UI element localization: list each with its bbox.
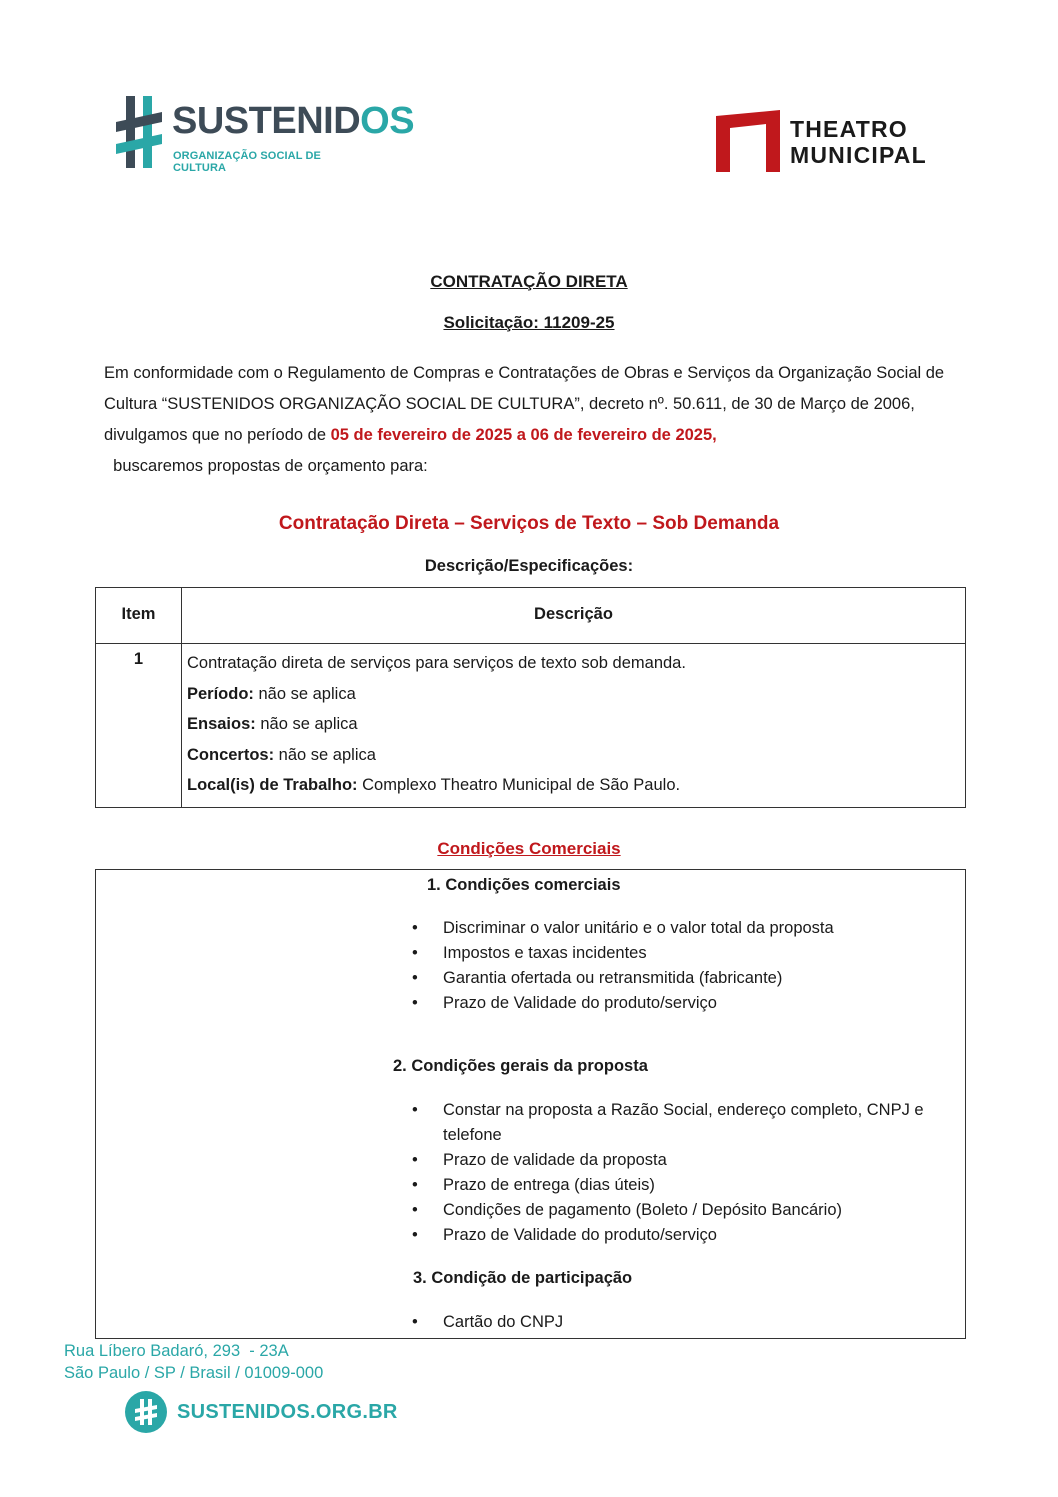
item-summary: Contratação direta de serviços para serviços de texto sob demanda.: [187, 654, 686, 672]
conditions-heading: Condições Comerciais: [437, 839, 621, 858]
field-local-trabalho: Local(is) de Trabalho: Complexo Theatro Municipal de São Paulo.: [187, 776, 681, 794]
list-item: • Garantia ofertada ou retransmitida (fabricante): [412, 969, 783, 987]
description-heading: Descrição/Especificações:: [424, 557, 634, 575]
hashtag-logo-icon: [116, 94, 164, 170]
address-line-2: São Paulo / SP / Brasil / 01009-000: [64, 1364, 324, 1382]
column-header-description: Descrição: [534, 605, 613, 623]
list-item: • Prazo de Validade do produto/serviço: [412, 1226, 717, 1244]
item-number: 1: [133, 650, 144, 668]
list-item: • Prazo de Validade do produto/serviço: [412, 994, 717, 1012]
section-title-commercial: 1. Condições comerciais: [427, 876, 621, 894]
item-description: [187, 648, 957, 801]
field-ensaios: Ensaios: não se aplica: [187, 715, 358, 733]
service-title: Contratação Direta – Serviços de Texto – Sob Demanda: [278, 513, 780, 534]
footer-address: [64, 1340, 323, 1384]
theatro-municipal-logo: [716, 108, 956, 174]
field-periodo: Período: não se aplica: [187, 684, 356, 703]
list-item: • Condições de pagamento (Boleto / Depósito Bancário): [412, 1201, 842, 1219]
participation-list: [412, 1310, 962, 1335]
theatro-municipal-wordmark: THEATRO MUNICIPAL: [790, 116, 927, 168]
address-line-1: Rua Líbero Badaró, 293 - 23A: [64, 1342, 289, 1360]
sustenidos-logo: [116, 94, 415, 174]
intro-paragraph: Em conformidade com o Regulamento de Compras e Contratações de Obras e Serviços da Organização Social de Cultura “SUSTENIDOS ORGANIZAÇÃO SOCIAL DE CULTURA”, decreto nº. 50.611, de 30 de Março de 2006, divulgamos que no período de 05 de fevereiro de 2025 a 06 de fevereiro de 2025, buscaremos propostas de orçamento para:: [104, 364, 945, 475]
commercial-conditions-list: [412, 916, 962, 1016]
column-header-item: Item: [121, 605, 156, 623]
general-conditions-list: [412, 1098, 962, 1248]
list-item: • Constar na proposta a Razão Social, endereço completo, CNPJ e telefone: [412, 1101, 924, 1144]
list-item: • Prazo de validade da proposta: [412, 1151, 667, 1169]
page-title: CONTRATAÇÃO DIRETA: [430, 272, 628, 291]
specification-table: [95, 587, 966, 808]
website-link[interactable]: SUSTENIDOS.ORG.BR: [177, 1401, 398, 1423]
footer-logo: [125, 1391, 398, 1435]
hashtag-circle-icon: [125, 1391, 167, 1433]
section-title-general: 2. Condições gerais da proposta: [393, 1057, 648, 1075]
field-concertos: Concertos: não se aplica: [187, 745, 376, 764]
brand-name: SUSTENIDOS: [172, 100, 415, 142]
list-item: • Cartão do CNPJ: [412, 1313, 564, 1331]
solicitation-number: Solicitação: 11209-25: [443, 313, 615, 332]
brand-tagline: ORGANIZAÇÃO SOCIAL DE CULTURA: [173, 150, 321, 174]
period-highlight: 05 de fevereiro de 2025 a 06 de fevereiro de 2025,: [330, 426, 717, 444]
list-item: • Prazo de entrega (dias úteis): [412, 1176, 655, 1194]
header-divider: [96, 643, 965, 644]
theatro-arch-icon: [716, 110, 780, 172]
list-item: • Impostos e taxas incidentes: [412, 944, 647, 962]
section-title-participation: 3. Condição de participação: [413, 1269, 633, 1287]
list-item: • Discriminar o valor unitário e o valor total da proposta: [412, 919, 834, 937]
conditions-box: [95, 869, 966, 1339]
